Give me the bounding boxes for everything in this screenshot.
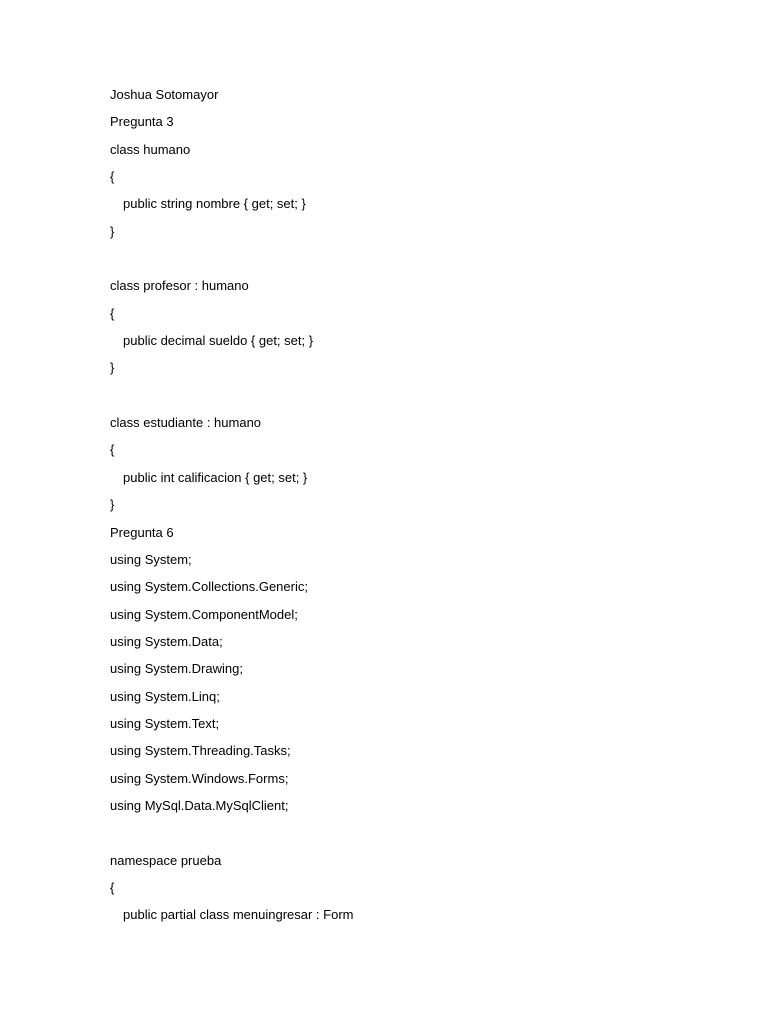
code-line: using System.Windows.Forms; — [110, 770, 289, 786]
code-line: public string nombre { get; set; } — [123, 196, 306, 212]
author-name: Joshua Sotomayor — [110, 87, 219, 102]
code-line: { — [110, 879, 115, 895]
code-line: using System.Drawing; — [110, 661, 243, 677]
code-line: { — [110, 442, 115, 458]
code-line: using System; — [110, 551, 192, 567]
code-line: using System.Threading.Tasks; — [110, 743, 291, 759]
code-line: using System.Data; — [110, 633, 223, 649]
code-line: public decimal sueldo { get; set; } — [123, 333, 314, 349]
code-line: class estudiante : humano — [110, 415, 262, 431]
code-line: using System.Linq; — [110, 688, 220, 704]
code-line: using System.ComponentModel; — [110, 606, 298, 622]
code-line: using MySql.Data.MySqlClient; — [110, 797, 289, 813]
code-line: using System.Text; — [110, 715, 220, 731]
blank-line — [110, 386, 710, 413]
blank-line — [110, 249, 710, 276]
code-line: class profesor : humano — [110, 278, 249, 294]
code-line: public int calificacion { get; set; } — [123, 469, 308, 485]
code-line: } — [110, 223, 115, 239]
code-line: namespace prueba — [110, 852, 222, 868]
code-line: { — [110, 305, 115, 321]
code-line: using System.Collections.Generic; — [110, 579, 308, 595]
code-line: } — [110, 360, 115, 376]
section-heading: Pregunta 6 — [110, 524, 174, 540]
code-line: public partial class menuingresar : Form — [123, 907, 354, 923]
code-line: class humano — [110, 141, 191, 157]
code-line: { — [110, 169, 115, 185]
code-line: } — [110, 497, 115, 513]
section-heading: Pregunta 3 — [110, 114, 174, 130]
blank-line — [110, 823, 710, 850]
document-body — [110, 85, 710, 933]
